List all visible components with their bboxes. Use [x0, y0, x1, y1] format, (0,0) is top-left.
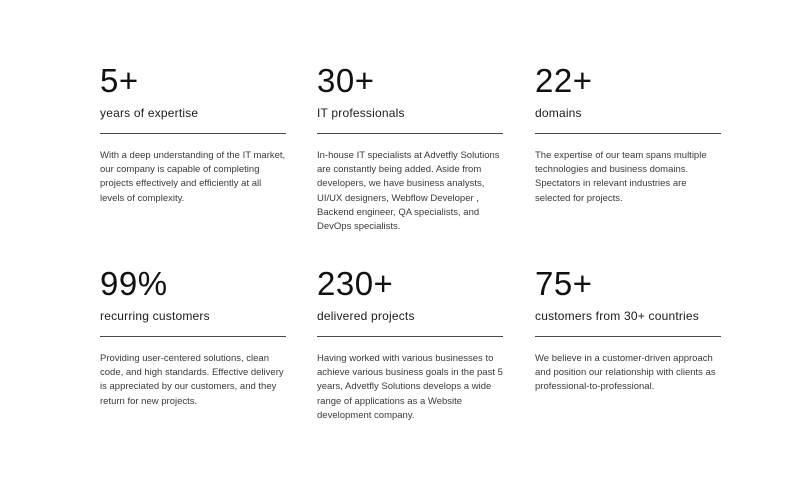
divider [100, 133, 286, 134]
stat-label: customers from 30+ countries [535, 309, 699, 323]
stat-number: 99% [100, 265, 168, 302]
stat-description: In-house IT specialists at Advetfly Solutions are constantly being added. Aside from developers, we have business analysts, UI/UX designers, Webflow Developer , Backend engineer, QA specialists, and DevOps specialists. [317, 150, 500, 233]
stat-description: The expertise of our team spans multiple technologies and business domains. Spectators in relevant industries are selected for projects. [535, 150, 707, 204]
stat-it-professionals [317, 63, 503, 234]
stat-label: delivered projects [317, 309, 415, 323]
stat-number: 22+ [535, 62, 593, 99]
stat-recurring-customers [100, 266, 286, 409]
divider [535, 133, 721, 134]
divider [317, 336, 503, 337]
stat-number: 30+ [317, 62, 375, 99]
stat-label: years of expertise [100, 106, 199, 120]
stat-description: With a deep understanding of the IT market, our company is capable of completing projects effectively and efficiently at all levels of complexity. [100, 150, 286, 204]
stat-description: Providing user-centered solutions, clean code, and high standards. Effective delivery is appreciated by our customers, and they return for new projects. [100, 353, 284, 407]
divider [535, 336, 721, 337]
stat-delivered-projects [317, 266, 503, 423]
stat-customers-countries [535, 266, 721, 395]
stat-number: 230+ [317, 265, 394, 302]
stat-years-of-expertise [100, 63, 286, 206]
stat-label: recurring customers [100, 309, 210, 323]
stat-number: 75+ [535, 265, 593, 302]
stat-description: Having worked with various businesses to achieve various business goals in the past 5 years, Advetfly Solutions develops a wide range of applications as a Website development company. [317, 353, 503, 421]
stat-label: domains [535, 106, 582, 120]
stat-number: 5+ [100, 62, 139, 99]
divider [317, 133, 503, 134]
stat-label: IT professionals [317, 106, 405, 120]
stat-description: We believe in a customer-driven approach and position our relationship with clients as professional-to-professional. [535, 353, 716, 393]
stat-domains [535, 63, 721, 206]
divider [100, 336, 286, 337]
